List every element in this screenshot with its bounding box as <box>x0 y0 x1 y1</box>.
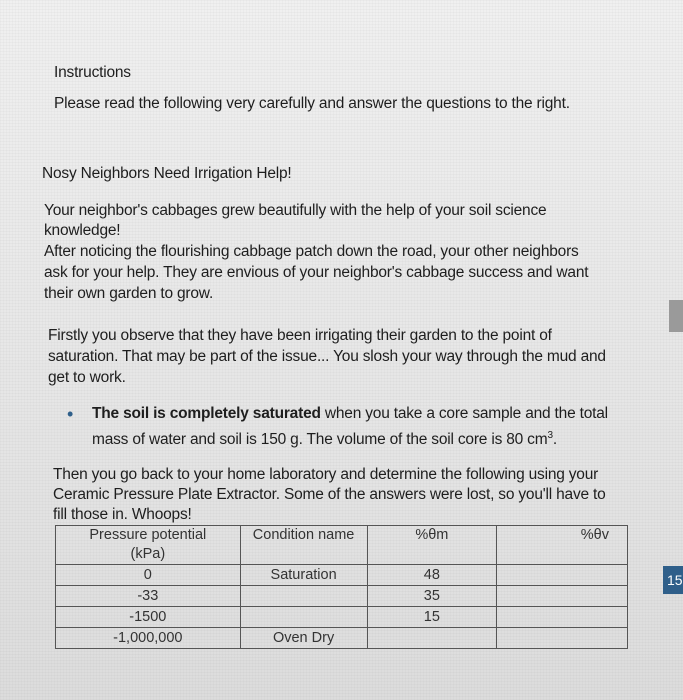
bullet-superscript: 3 <box>547 430 553 441</box>
cell-theta-v[interactable] <box>497 607 628 628</box>
paragraph-2-line-2: ask for your help. They are envious of your neighbor's cabbage success and want <box>44 264 589 281</box>
bullet-line-1-rest: when you take a core sample and the total <box>320 405 608 422</box>
header-pressure-potential <box>56 526 241 565</box>
paragraph-4-line-3: fill those in. Whoops! <box>53 506 192 523</box>
cell-theta-m[interactable] <box>367 628 497 649</box>
paragraph-1-line-2: knowledge! <box>44 222 121 239</box>
cell-theta-m[interactable]: 35 <box>367 586 497 607</box>
cell-condition[interactable]: Oven Dry <box>240 628 367 649</box>
table-row <box>56 628 628 649</box>
cell-pressure: -1,000,000 <box>56 628 241 649</box>
cell-condition[interactable] <box>240 586 367 607</box>
question-number-badge[interactable]: 15 <box>663 566 683 594</box>
cell-theta-v[interactable] <box>497 565 628 586</box>
header-theta-m: %θm <box>367 526 497 565</box>
cell-theta-v[interactable] <box>497 586 628 607</box>
bullet-line-2-text: mass of water and soil is 150 g. The volume of the soil core is 80 cm <box>92 431 548 449</box>
paragraph-1-line-1: Your neighbor's cabbages grew beautifully with the help of your soil science <box>44 202 547 219</box>
header-pressure-line-2: (kPa) <box>130 546 166 562</box>
paragraph-3-line-1: Firstly you observe that they have been irrigating their garden to the point of <box>48 327 552 344</box>
cell-condition[interactable]: Saturation <box>240 565 367 586</box>
instructions-title: Instructions <box>54 64 131 81</box>
table-header-row <box>56 526 628 565</box>
bullet-icon: • <box>67 404 74 424</box>
paragraph-2-line-1: After noticing the flourishing cabbage patch down the road, your other neighbors <box>44 243 579 260</box>
header-theta-v: %θv <box>497 526 628 565</box>
cell-condition[interactable] <box>240 607 367 628</box>
table-row <box>56 607 628 628</box>
paragraph-2-line-3: their own garden to grow. <box>44 285 214 302</box>
soil-water-table <box>55 525 628 649</box>
header-pressure-line-1: Pressure potential <box>89 527 207 543</box>
header-condition-name: Condition name <box>240 526 367 565</box>
scrollbar-thumb[interactable] <box>669 300 683 332</box>
problem-heading: Nosy Neighbors Need Irrigation Help! <box>42 165 292 182</box>
cell-theta-v[interactable] <box>497 628 628 649</box>
cell-pressure: -1500 <box>56 607 241 628</box>
bullet-line-2 <box>92 425 557 450</box>
bullet-line-2-end: . <box>552 431 557 449</box>
cell-theta-m[interactable]: 48 <box>367 565 497 586</box>
paragraph-4-line-1: Then you go back to your home laboratory and determine the following using your <box>53 466 599 483</box>
instructions-body: Please read the following very carefully and answer the questions to the right. <box>54 95 570 112</box>
paragraph-3-line-2: saturation. That may be part of the issue... You slosh your way through the mud and <box>48 348 606 365</box>
paragraph-3-line-3: get to work. <box>48 369 126 386</box>
bullet-line-1 <box>92 403 608 424</box>
table-row <box>56 565 628 586</box>
table-row <box>56 586 628 607</box>
cell-pressure: -33 <box>56 586 241 607</box>
cell-theta-m[interactable]: 15 <box>367 607 497 628</box>
cell-pressure: 0 <box>56 565 241 586</box>
paragraph-4-line-2: Ceramic Pressure Plate Extractor. Some of the answers were lost, so you'll have to <box>53 486 606 503</box>
bullet-bold-text: The soil is completely saturated <box>92 405 321 422</box>
